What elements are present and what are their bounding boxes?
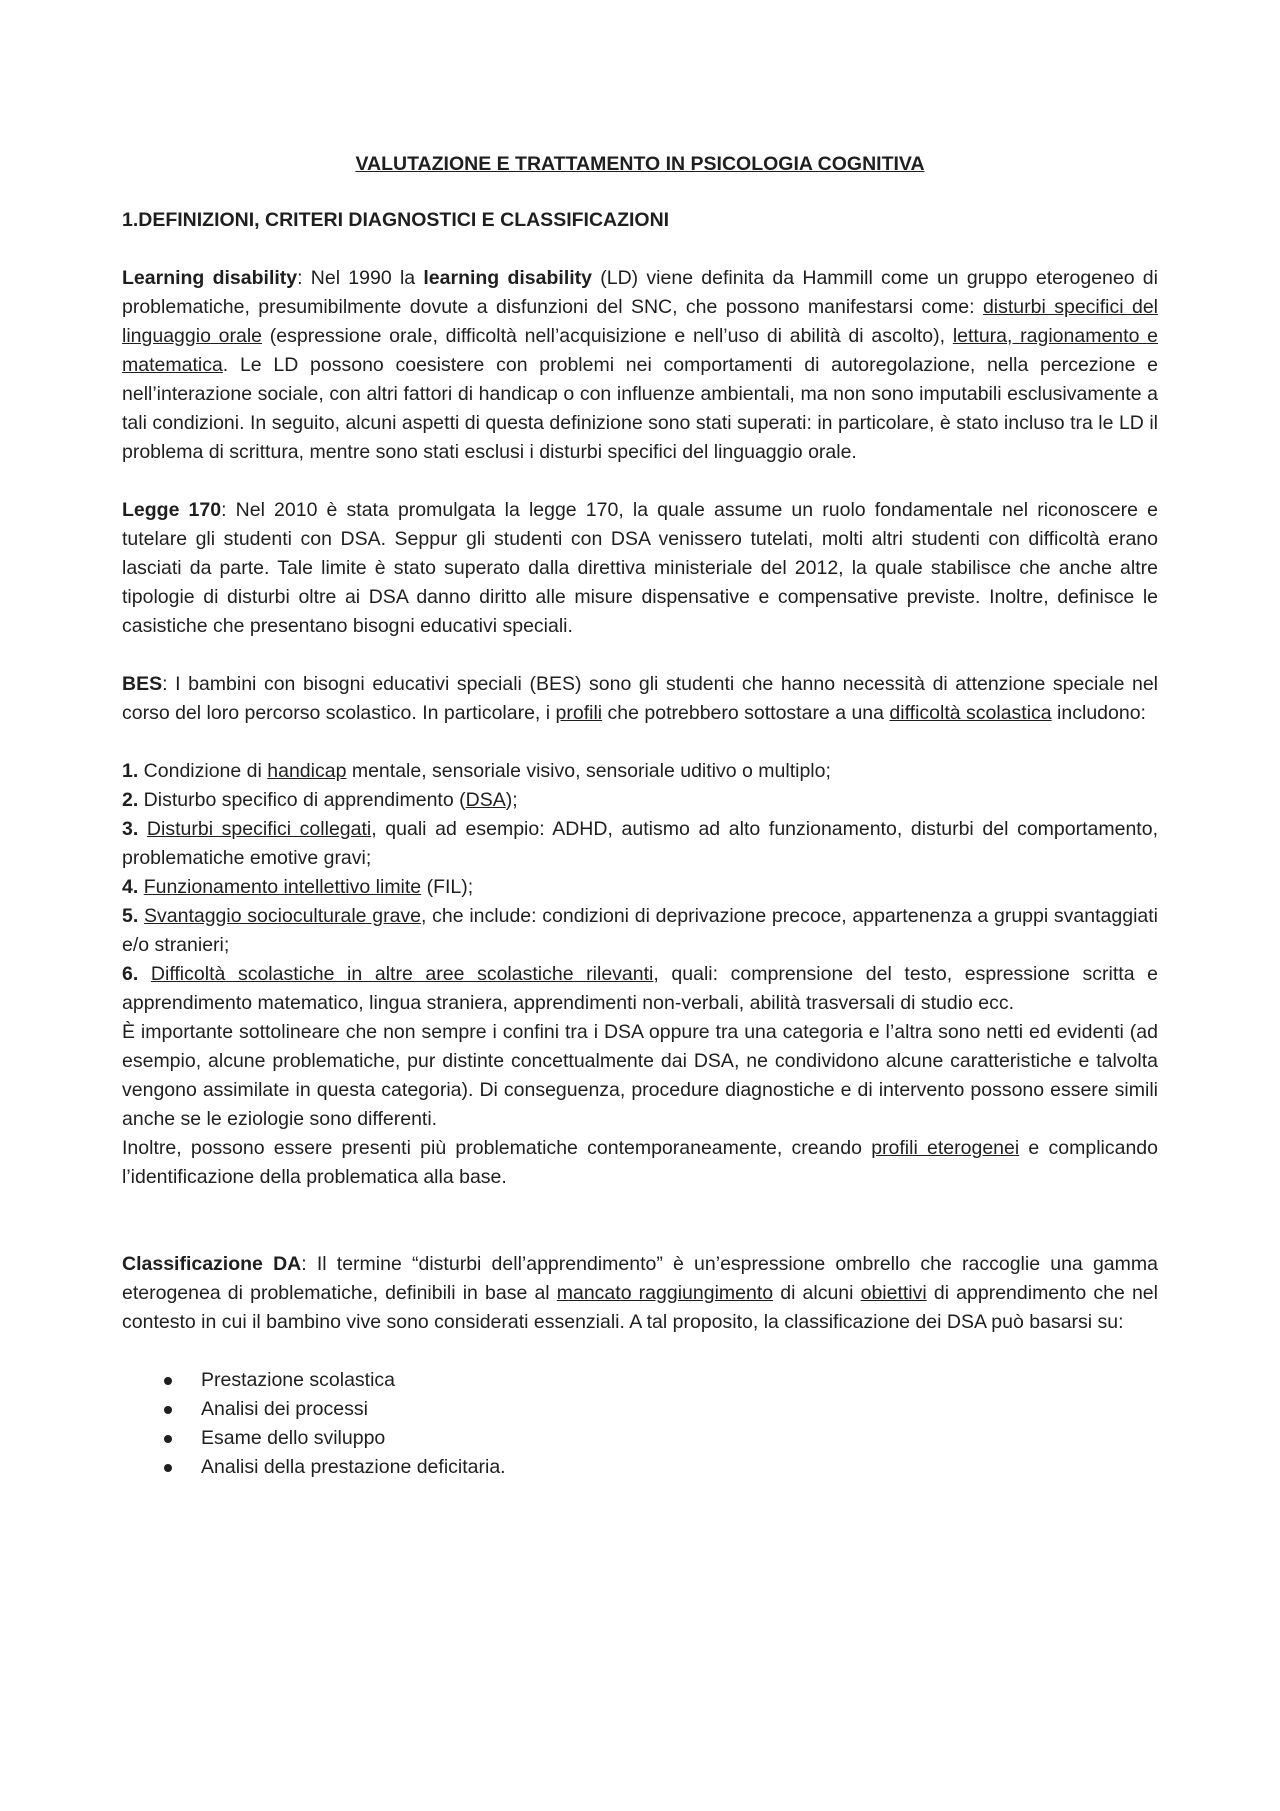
- classification-bullet-list: [122, 1366, 1158, 1482]
- bullet-icon: [164, 1435, 172, 1443]
- bullet-icon: [164, 1377, 172, 1385]
- underlined-phrase: lettura, ragionamento e matematica: [122, 325, 1159, 376]
- list-item: 3. Disturbi specifici collegati, quali ad esempio: ADHD, autismo ad alto funzionamento, disturbi del comportamento, problematiche emotive gravi;: [122, 818, 1158, 869]
- bes-numbered-list: [122, 757, 1158, 1018]
- list-item: Analisi della prestazione deficitaria.: [164, 1453, 1158, 1482]
- underlined-phrase: obiettivi: [860, 1282, 927, 1304]
- section-heading: 1.DEFINIZIONI, CRITERI DIAGNOSTICI E CLASSIFICAZIONI: [122, 209, 670, 231]
- list-item: Analisi dei processi: [164, 1395, 1158, 1424]
- paragraph-bes-note-2: Inoltre, possono essere presenti più problematiche contemporaneamente, creando profili eterogenei e complicando l’identificazione della problematica alla base.: [122, 1137, 1158, 1188]
- document-title: VALUTAZIONE E TRATTAMENTO IN PSICOLOGIA COGNITIVA: [355, 153, 925, 175]
- term-learning-disability: Learning disability: [122, 267, 298, 289]
- underlined-phrase: difficoltà scolastica: [889, 702, 1052, 724]
- list-item: Prestazione scolastica: [164, 1366, 1158, 1395]
- term-legge-170: Legge 170: [122, 499, 222, 521]
- list-item: 1. Condizione di handicap mentale, sensoriale visivo, sensoriale uditivo o multiplo;: [122, 760, 831, 782]
- list-item: 6. Difficoltà scolastiche in altre aree scolastiche rilevanti, quali: comprensione del testo, espressione scritta e apprendimento matematico, lingua straniera, apprendimenti non-verbali, abilità trasversali di studio ecc.: [122, 963, 1159, 1014]
- list-item: 4. Funzionamento intellettivo limite (FIL);: [122, 876, 474, 898]
- paragraph-legge-170: Legge 170: Nel 2010 è stata promulgata la legge 170, la quale assume un ruolo fondamentale nel riconoscere e tutelare gli studenti con DSA. Seppur gli studenti con DSA venissero tutelati, molti altri studenti con difficoltà erano lasciati da parte. Tale limite è stato superato dalla direttiva ministeriale del 2012, la quale stabilisce che anche altre tipologie di disturbi oltre ai DSA danno diritto alle misure dispensative e compensative previste. Inoltre, definisce le casistiche che presentano bisogni educativi speciali.: [122, 499, 1158, 637]
- list-item: Esame dello sviluppo: [164, 1424, 1158, 1453]
- paragraph-bes: BES: I bambini con bisogni educativi speciali (BES) sono gli studenti che hanno necessità di attenzione speciale nel corso del loro percorso scolastico. In particolare, i profili che potrebbero sottostare a una difficoltà scolastica includono:: [122, 673, 1158, 724]
- paragraph-bes-note: È importante sottolineare che non sempre i confini tra i DSA oppure tra una categoria e l’altra sono netti ed evidenti (ad esempio, alcune problematiche, pur distinte concettualmente dai DSA, ne condividono alcune caratteristiche e talvolta vengono assimilate in questa categoria). Di conseguenza, procedure diagnostiche e di intervento possono essere simili anche se le eziologie sono differenti.: [122, 1021, 1158, 1130]
- underlined-phrase: disturbi specifici del linguaggio orale: [122, 296, 1158, 347]
- paragraph-classificazione: Classificazione DA: Il termine “disturbi dell’apprendimento” è un’espressione ombrello che raccoglie una gamma eterogenea di problematiche, definibili in base al mancato raggiungimento di alcuni obiettivi di apprendimento che nel contesto in cui il bambino vive sono considerati essenziali. A tal proposito, la classificazione dei DSA può basarsi su:: [122, 1253, 1158, 1333]
- document-page: [122, 150, 1158, 1482]
- list-item: 2. Disturbo specifico di apprendimento (DSA);: [122, 789, 518, 811]
- term-classificazione: Classificazione DA: [122, 1253, 302, 1275]
- list-item: 5. Svantaggio socioculturale grave, che include: condizioni di deprivazione precoce, appartenenza a gruppi svantaggiati e/o stranieri;: [122, 905, 1158, 956]
- paragraph-learning-disability: Learning disability: Nel 1990 la learning disability (LD) viene definita da Hammill come un gruppo eterogeneo di problematiche, presumibilmente dovute a disfunzioni del SNC, che possono manifestarsi come: disturbi specifici del linguaggio orale (espressione orale, difficoltà nell’acquisizione e nell’uso di abilità di ascolto), lettura, ragionamento e matematica. Le LD possono coesistere con problemi nei comportamenti di autoregolazione, nella percezione e nell’interazione sociale, con altri fattori di handicap o con influenze ambientali, ma non sono imputabili esclusivamente a tali condizioni. In seguito, alcuni aspetti di questa definizione sono stati superati: in particolare, è stato incluso tra le LD il problema di scrittura, mentre sono stati esclusi i disturbi specifici del linguaggio orale.: [122, 267, 1159, 463]
- term-bes: BES: [122, 673, 163, 695]
- underlined-phrase: profili eterogenei: [871, 1137, 1020, 1159]
- underlined-phrase: mancato raggiungimento: [556, 1282, 774, 1304]
- bullet-icon: [164, 1406, 172, 1414]
- underlined-phrase: profili: [555, 702, 603, 724]
- bullet-icon: [164, 1464, 172, 1472]
